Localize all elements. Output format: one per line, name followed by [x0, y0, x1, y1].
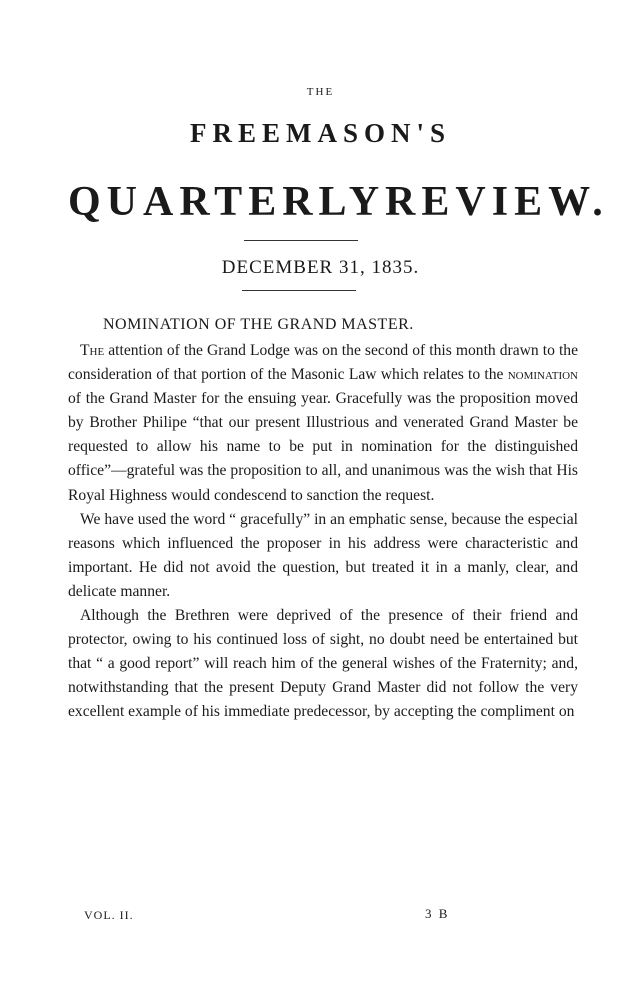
paragraph-1-nomination: nomination	[507, 366, 578, 384]
top-rule	[244, 240, 358, 241]
bottom-rule	[242, 290, 356, 291]
header-title	[68, 178, 609, 226]
paragraph-3: Although the Brethren were deprived of the presence of their friend and protector, owing to his continued loss of sight, no doubt need be entertained but that “ a good report” will reach him of the general wishes of the Fraternity; and, notwithstanding that the present Deputy Grand Master did not follow the very excellent example of his immediate predecessor, by accepting the compliment on	[68, 607, 578, 721]
header-review: REVIEW.	[385, 179, 609, 225]
paragraph-1-first-word: The	[80, 342, 105, 359]
article-body	[68, 339, 578, 725]
paragraph-2: We have used the word “ gracefully” in an emphatic sense, because the especial reasons which influenced the proposer in his address were characteristic and important. He did not avoid the question, but treated it in a manly, clear, and delicate manner.	[68, 510, 578, 600]
paragraph-1-part-a: attention of the Grand Lodge was on the second of this month drawn to the consideration of that portion of the Masonic Law which relates to the	[68, 342, 578, 384]
paragraph-1-part-b: of the Grand Master for the ensuing year. Gracefully was the proposition moved by Brother Philipe “that our present Illustrious and venerated Grand Master be requested to allow his name to be put in nomination for the distinguished office”—grateful was the proposition to all, and unanimous was the wish that His Royal Highness would condescend to sanction the request.	[68, 390, 578, 504]
header-freemasons: FREEMASON'S	[189, 118, 452, 148]
section-title: NOMINATION OF THE GRAND MASTER.	[103, 316, 414, 333]
volume-number: VOL. II.	[84, 908, 134, 922]
signature-mark: 3 B	[425, 906, 450, 921]
issue-date: DECEMBER 31, 1835.	[221, 257, 420, 278]
header-the: THE	[306, 86, 335, 98]
header-quarterly: QUARTERLY	[68, 179, 386, 225]
paragraph-1	[68, 339, 578, 508]
